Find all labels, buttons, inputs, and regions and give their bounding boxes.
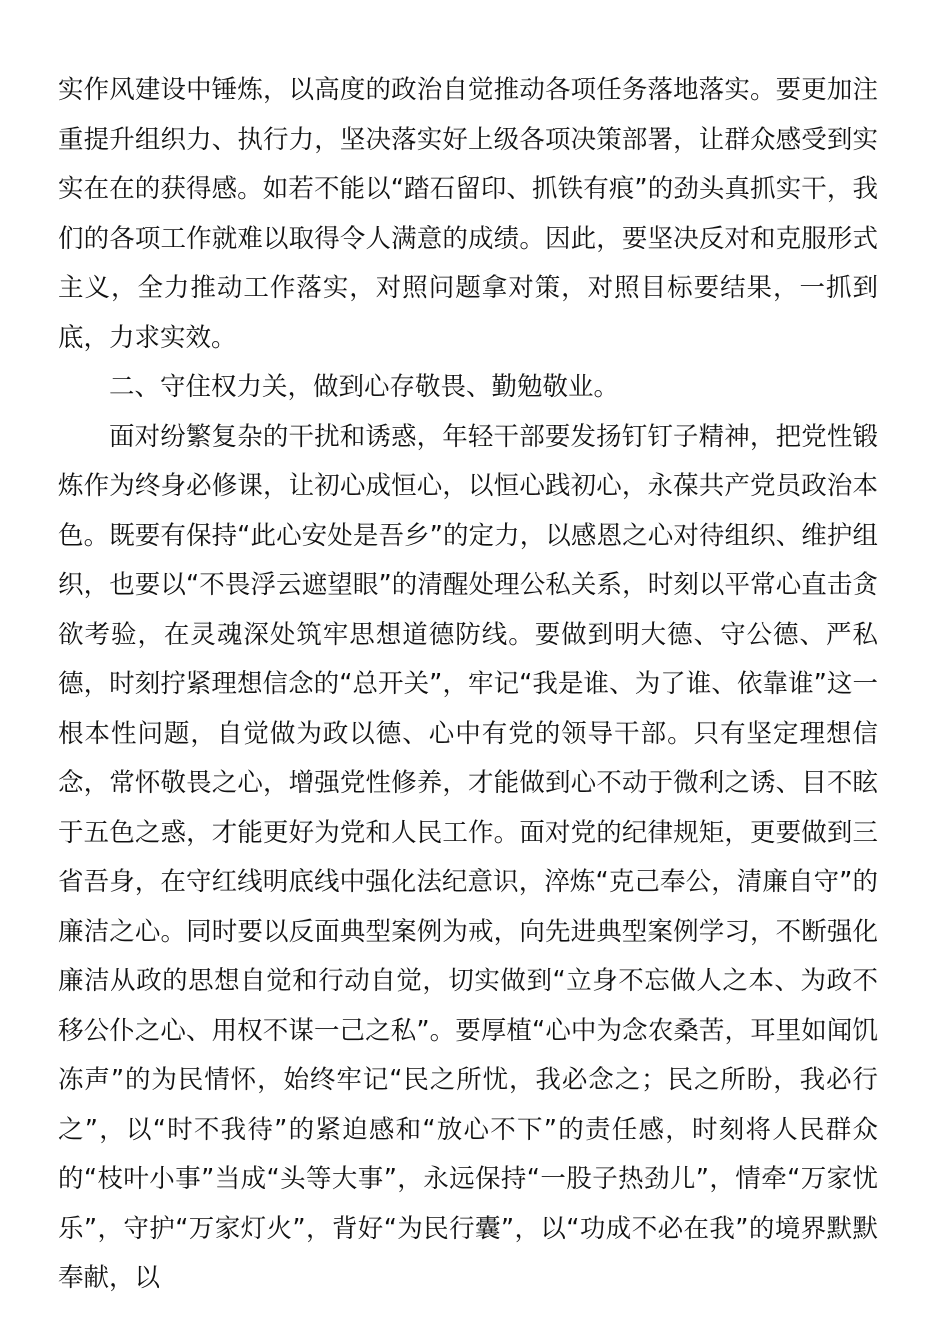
- document-page: [58, 66, 878, 1304]
- section-heading: 二、守住权力关，做到心存敬畏、勤勉敬业。: [109, 372, 620, 402]
- body-paragraph-1: 实作风建设中锤炼，以高度的政治自觉推动各项任务落地落实。要更加注重提升组织力、执行力，坚决落实好上级各项决策部署，让群众感受到实实在在的获得感。如若不能以“踏石留印、抓铁有痕”的劲头真抓实干，我们的各项工作就难以取得令人满意的成绩。因此，要坚决反对和克服形式主义，全力推动工作落实，对照问题拿对策，对照目标要结果，一抓到底，力求实效。: [58, 75, 878, 353]
- body-paragraph-2: 面对纷繁复杂的干扰和诱惑，年轻干部要发扬钉钉子精神，把党性锻炼作为终身必修课，让初心成恒心，以恒心践初心，永葆共产党员政治本色。既要有保持“此心安处是吾乡”的定力，以感恩之心对待组织、维护组织，也要以“不畏浮云遮望眼”的清醒处理公私关系，时刻以平常心直击贪欲考验，在灵魂深处筑牢思想道德防线。要做到明大德、守公德、严私德，时刻拧紧理想信念的“总开关”，牢记“我是谁、为了谁、依靠谁”这一根本性问题，自觉做为政以德、心中有党的领导干部。只有坚定理想信念，常怀敬畏之心，增强党性修养，才能做到心不动于微利之诱、目不眩于五色之惑，才能更好为党和人民工作。面对党的纪律规矩，更要做到三省吾身，在守红线明底线中强化法纪意识，淬炼“克己奉公，清廉自守”的廉洁之心。同时要以反面典型案例为戒，向先进典型案例学习，不断强化廉洁从政的思想自觉和行动自觉，切实做到“立身不忘做人之本、为政不移公仆之心、用权不谋一己之私”。要厚植“心中为念农桑苦，耳里如闻饥冻声”的为民情怀，始终牢记“民之所忧，我必念之；民之所盼，我必行之”，以“时不我待”的紧迫感和“放心不下”的责任感，时刻将人民群众的“枝叶小事”当成“头等大事”，永远保持“一股子热劲儿”，情牵“万家忧乐”，守护“万家灯火”，背好“为民行囊”，以“功成不必在我”的境界默默奉献，以: [58, 421, 878, 1293]
